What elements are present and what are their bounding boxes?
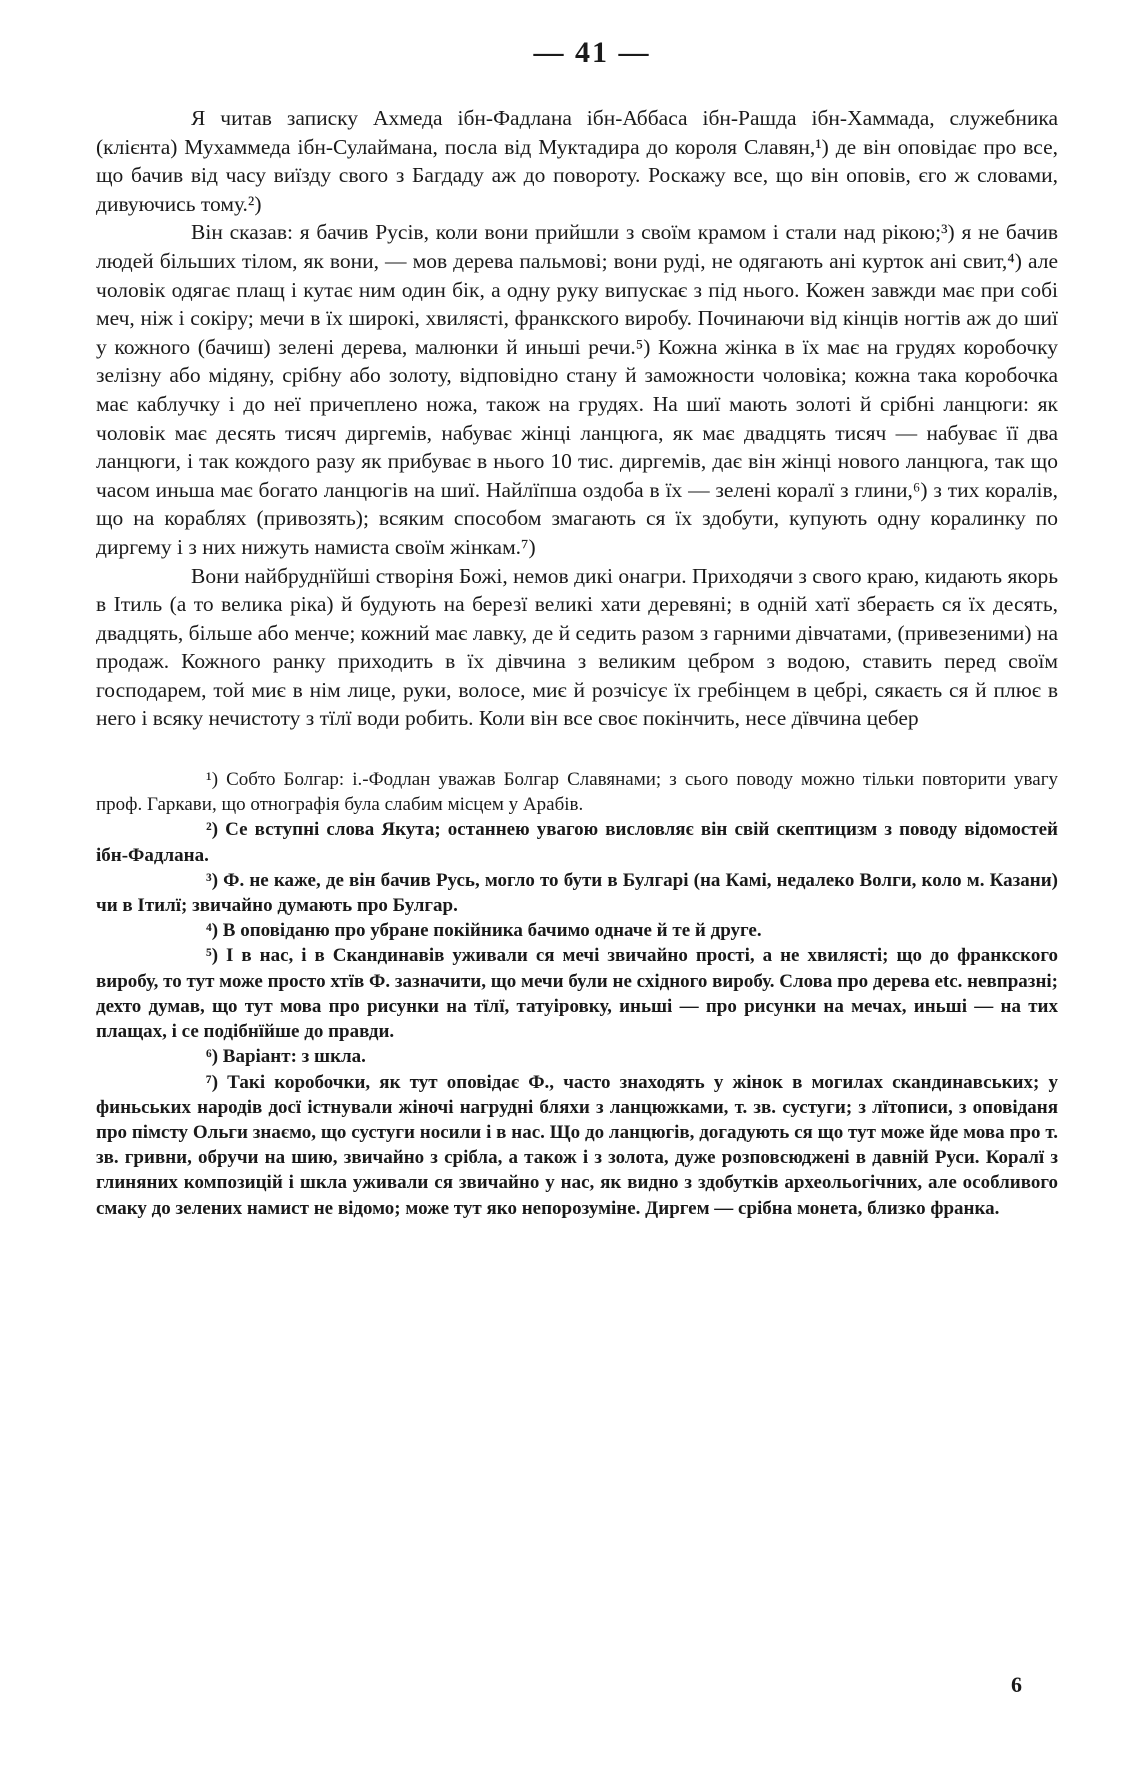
paragraph-2: Він сказав: я бачив Русів, коли вони прийшли з своїм крамом і стали над рікою;³) я не бачив людей більших тілом, як вони, — мов дерева пальмові; вони руді, не одягають ані курток ані свит,⁴) але чоловік одягає плащ і кутає ним один бік, а одну руку випускає з під нього. Кожен завжди має при собі меч, ніж і сокіру; мечи в їх широкі, хвилясті, франкского виробу. Починаючи від кінців ногтів аж до шиї у кожного (бачиш) зелені дерева, малюнки й иньші речи.⁵) Кожна жінка в їх має на грудях коробочку зелізну або мідяну, срібну або золоту, відповідно стану й заможности чоловіка; кожна така коробочка має каблучку і до неї причеплено ножа, також на грудях. На шиї мають золоті й срібні ланцюги: як чоловік має десять тисяч диргемів, набуває жінці ланцюга, як має двадцять тисяч — набуває її два ланцюги, і так кождого разу як прибуває в нього 10 тис. диргемів, дає він жінці нового ланцюга, так що часом иньша має богато ланцюгів на шиї. Найлїпша оздоба в їх — зелені коралї з глини,⁶) з тих коралів, що на кораблях (привозять); всяким способом змагають ся їх здобути, купують одну коралинку по диргему і з них нижуть намиста своїм жінкам.⁷) (96, 220, 1058, 559)
paragraph-1: Я читав записку Ахмеда ібн-Фадлана ібн-Аббаса ібн-Рашда ібн-Хаммада, служебника (клієнта) Мухаммеда ібн-Сулаймана, посла від Муктадира до короля Славян,¹) де він оповідає про все, що бачив від часу виїзду свого з Багдаду аж до повороту. Роскажу все, що він оповів, єго ж словами, дивуючись тому.²) (96, 106, 1058, 216)
page-number: — 41 — (533, 36, 651, 69)
footnote-separator (96, 733, 1058, 767)
signature-mark: 6 (1011, 1672, 1022, 1697)
footnote-2: ²) Се вступні слова Якута; останнею увагою висловляє він свій скептицизм з поводу відомостей ібн-Фадлана. (96, 819, 1058, 866)
footnote-4: ⁴) В оповіданю про убране покійника бачимо одначе й те й друге. (206, 920, 762, 942)
footnote-6: ⁶) Варіант: з шкла. (206, 1046, 366, 1068)
main-text (96, 104, 1058, 733)
paragraph-3: Вони найбруднїйші створіня Божі, немов дикі онагри. Приходячи з свого краю, кидають якорь в Ітиль (а то велика ріка) й будують на березї великі хати деревяні; в одній хатї збераєть ся їх десять, двадцять, більше або менче; кожний має лавку, де й седить разом з гарними дівчатами, (привезеними) на продаж. Кожного ранку приходить в їх дівчина з великим цебром з водою, ставить перед своїм господарем, той миє в нім лице, руки, волосе, миє й розчісує їх гребінцем в цебрі, сякаєть ся й плює в него і всяку нечистоту з тїлї води робить. Коли він все своє покінчить, несе дївчина цебер (96, 563, 1058, 731)
footnote-7: ⁷) Такі коробочки, як тут оповідає Ф., часто знаходять у жінок в могилах скандинавських; у финьських народів досї істнували жіночі нагрудні бляхи з ланцюжками, т. зв. сустуги; з лїтописи, з оповіданя про пімсту Ольги знаємо, що сустуги носили і в нас. Що до ланцюгів, догадують ся що тут може йде мова про т. зв. гривни, обручи на шию, звичайно з срібла, а також і з золота, дуже розповсюджені в давній Руси. Коралї з глиняних композицій і шкла уживали ся звичайно у нас, як видно з здобутків археольогічних, але особливого смаку до зелених намист не відомо; може тут яко непорозуміне. Диргем — срібна монета, близко франка. (96, 1071, 1058, 1219)
footnote-1: ¹) Собто Болгар: і.-Фодлан уважав Болгар Славянами; з сього поводу можно тільки повторити увагу проф. Гаркави, що отнографія була слабим місцем у Арабів. (96, 769, 1058, 816)
footnotes (96, 767, 1058, 1221)
footnote-3: ³) Ф. не каже, де він бачив Русь, могло то бути в Булгарі (на Камі, недалеко Волги, коло м. Казани) чи в Ітилї; звичайно думають про Булгар. (96, 869, 1058, 917)
footnote-5: ⁵) І в нас, і в Скандинавів уживали ся мечі звичайно прості, а не хвилясті; що до франкского виробу, то тут може просто хтїв Ф. зазначити, що мечи були не східного виробу. Слова про дерева etc. невпразні; дехто думав, що тут мова про рисунки на тїлї, татуіровку, иньші — про рисунки на мечах, иньші — на тих плащах, і се подібнїйше до правди. (96, 945, 1058, 1043)
